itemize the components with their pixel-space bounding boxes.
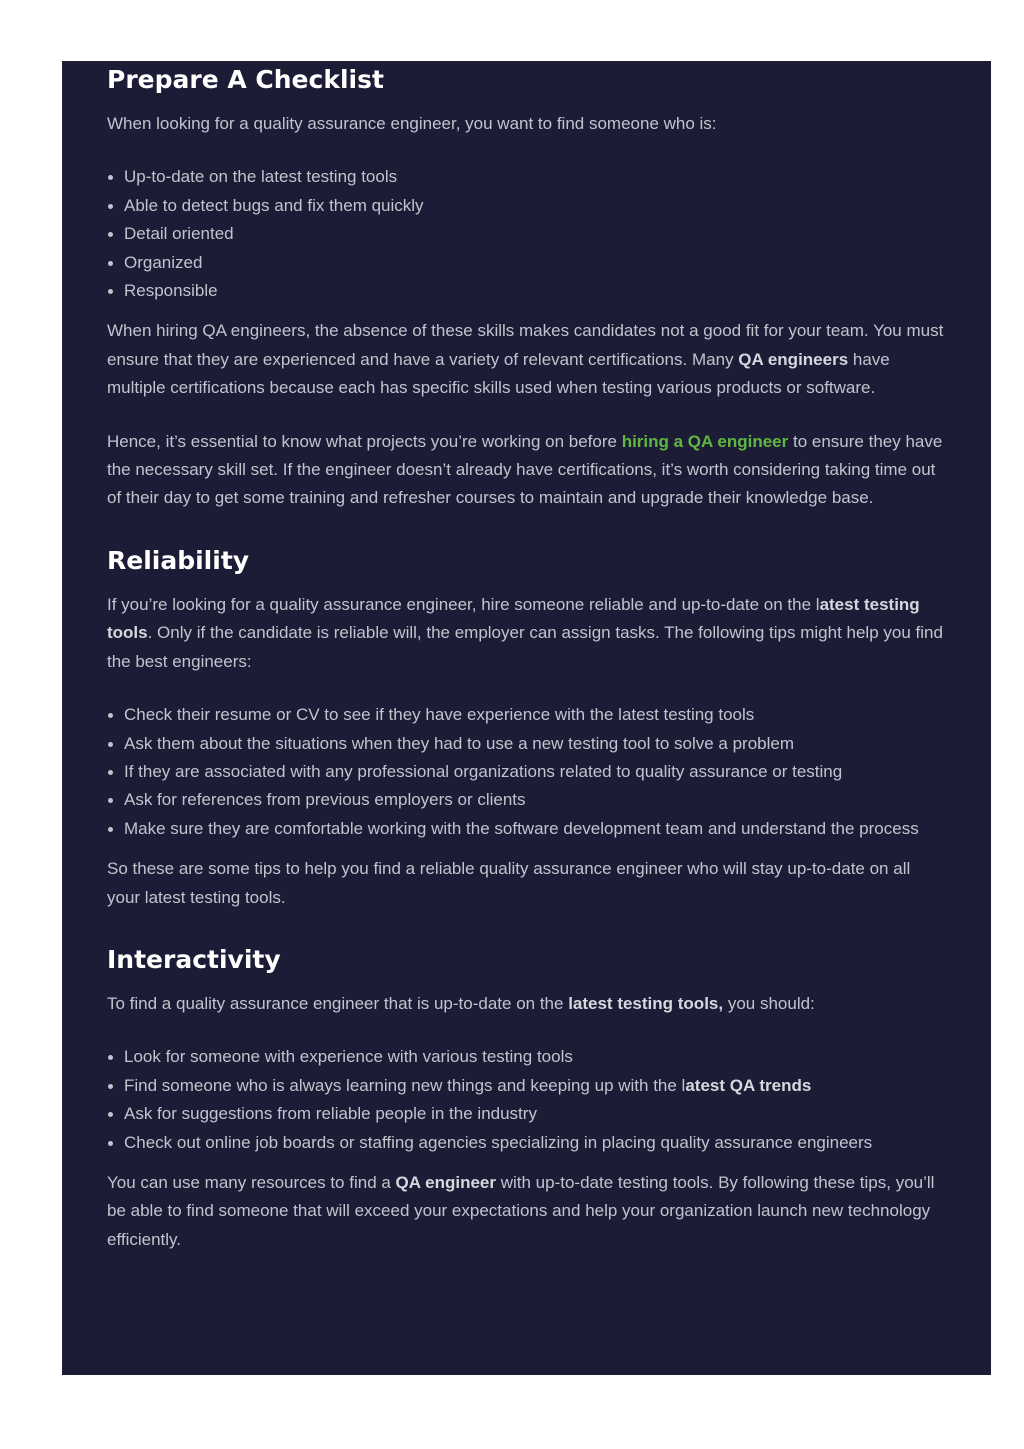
checklist-list <box>107 163 947 305</box>
hiring-qa-engineer-link[interactable]: hiring a QA engineer <box>621 431 789 451</box>
list-item: Detail oriented <box>107 220 947 248</box>
reliability-heading: Reliability <box>107 545 250 575</box>
list-item: Make sure they are comfortable working with the software development team and understand the process <box>107 815 947 843</box>
article-content <box>107 61 947 1254</box>
reliability-intro: If you’re looking for a quality assurance engineer, hire someone reliable and up-to-date on the latest testing tools. Only if the candidate is reliable will, the employer can assign tasks. The following tips might help you find the best engineers: <box>107 594 943 671</box>
bold-qa-engineer: QA engineer <box>395 1172 496 1192</box>
list-item: Find someone who is always learning new things and keeping up with the latest QA trends <box>107 1072 947 1100</box>
bold-latest-testing-tools: atest testing tools <box>107 594 920 643</box>
reliability-list <box>107 701 947 843</box>
list-item: If they are associated with any professional organizations related to quality assurance or testing <box>107 758 947 786</box>
checklist-heading: Prepare A Checklist <box>107 65 384 94</box>
list-item: Check out online job boards or staffing agencies specializing in placing quality assurance engineers <box>107 1129 947 1157</box>
list-item: Up-to-date on the latest testing tools <box>107 163 947 191</box>
bold-latest-testing-tools: latest testing tools, <box>568 993 724 1013</box>
interactivity-outro: You can use many resources to find a QA engineer with up-to-date testing tools. By following these tips, you’ll be able to find someone that will exceed your expectations and help your organization launch new technology efficiently. <box>107 1172 935 1249</box>
reliability-outro: So these are some tips to help you find a reliable quality assurance engineer who will stay up-to-date on all your latest testing tools. <box>107 859 911 907</box>
list-item: Look for someone with experience with various testing tools <box>107 1043 947 1071</box>
list-item: Ask for suggestions from reliable people in the industry <box>107 1100 947 1128</box>
interactivity-intro: To find a quality assurance engineer that is up-to-date on the latest testing tools, you should: <box>107 993 815 1013</box>
interactivity-list <box>107 1043 947 1157</box>
list-item: Organized <box>107 249 947 277</box>
list-item: Check their resume or CV to see if they have experience with the latest testing tools <box>107 701 947 729</box>
bold-latest-qa-trends: atest QA trends <box>685 1075 812 1095</box>
list-item: Responsible <box>107 277 947 305</box>
list-item: Able to detect bugs and fix them quickly <box>107 192 947 220</box>
interactivity-heading: Interactivity <box>107 944 281 974</box>
checklist-paragraph-2: Hence, it’s essential to know what projects you’re working on before hiring a QA engineer to ensure they have the necessary skill set. If the engineer doesn’t already have certifications, it’s worth considering taking time out of their day to get some training and refresher courses to maintain and upgrade their knowledge base. <box>107 431 943 508</box>
checklist-intro: When looking for a quality assurance engineer, you want to find someone who is: <box>107 114 717 133</box>
list-item: Ask them about the situations when they had to use a new testing tool to solve a problem <box>107 730 947 758</box>
checklist-paragraph-1: When hiring QA engineers, the absence of these skills makes candidates not a good fit for your team. You must ensure that they are experienced and have a variety of relevant certifications. Many QA engineers have multiple certifications because each has specific skills used when testing various products or software. <box>107 321 944 398</box>
article-panel <box>62 61 991 1375</box>
list-item: Ask for references from previous employers or clients <box>107 786 947 814</box>
bold-qa-engineers: QA engineers <box>738 349 849 369</box>
